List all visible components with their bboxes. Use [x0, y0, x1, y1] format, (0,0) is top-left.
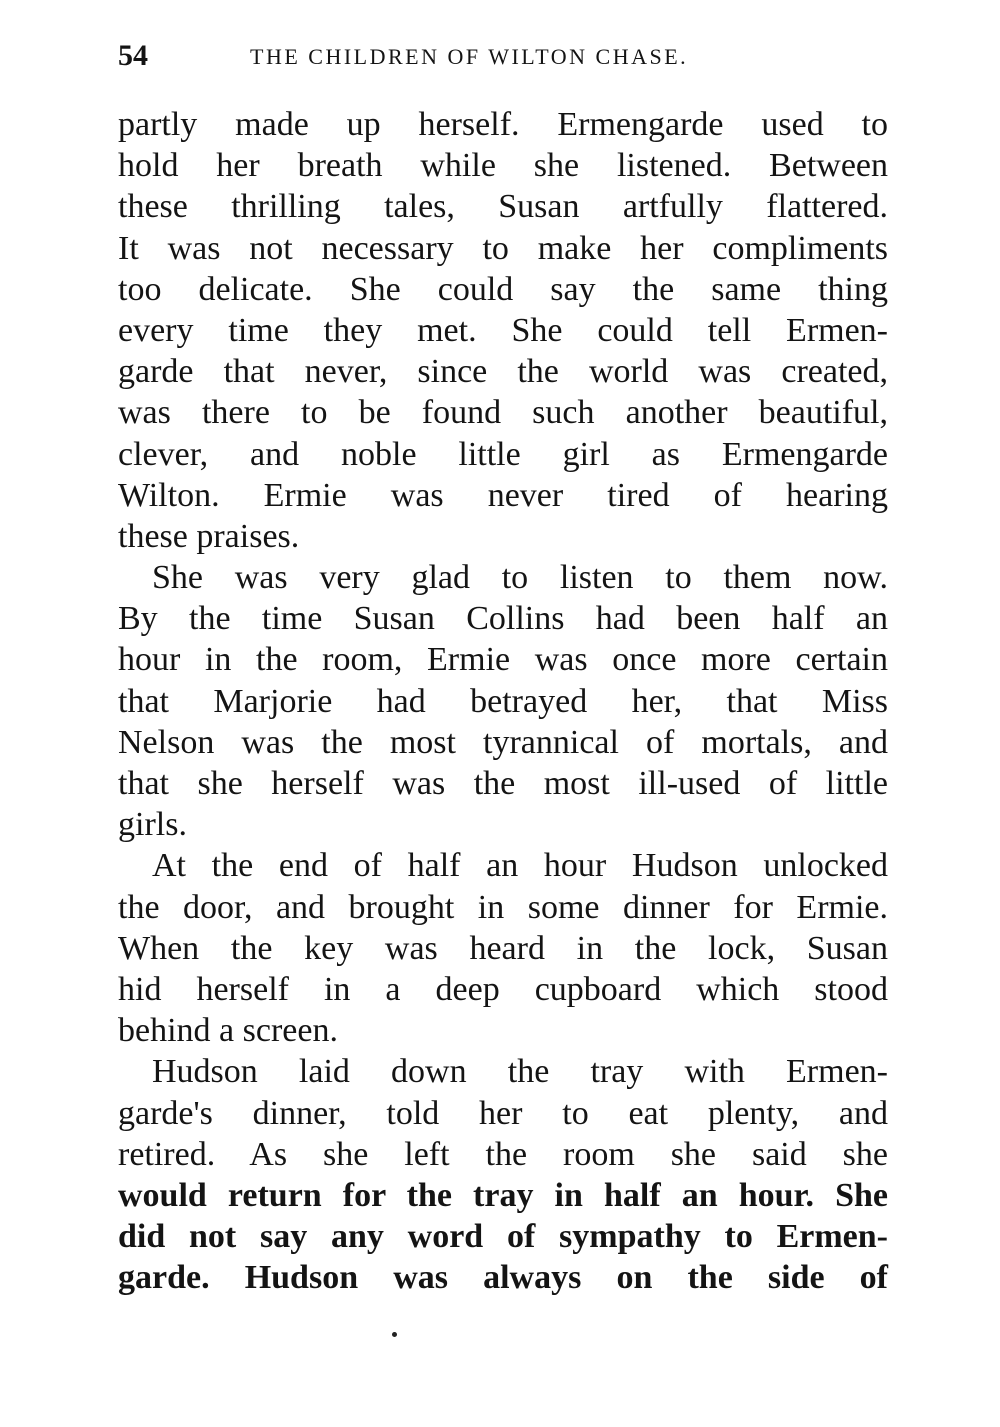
text-line: too delicate. She could say the same thing [118, 270, 888, 308]
text-line: When the key was heard in the lock, Susan [118, 929, 888, 967]
text-line: would return for the tray in half an hour. She [118, 1176, 888, 1214]
page-number: 54 [118, 39, 148, 72]
text-line: did not say any word of sympathy to Ermen- [118, 1218, 888, 1256]
text-line: It was not necessary to make her compliments [118, 229, 888, 267]
text-line: every time they met. She could tell Ermen- [118, 311, 888, 349]
ink-speck [392, 1332, 397, 1337]
text-line: was there to be found such another beautiful, [118, 394, 888, 432]
text-line: garde. Hudson was always on the side of [118, 1259, 888, 1297]
text-line: partly made up herself. Ermengarde used to [118, 106, 888, 143]
text-line: By the time Susan Collins had been half an [118, 600, 888, 638]
text-line: retired. As she left the room she said she [118, 1135, 888, 1173]
body-text [118, 104, 888, 1298]
text-line: Hudson laid down the tray with Ermen- [152, 1053, 888, 1091]
text-line: these thrilling tales, Susan artfully flattered. [118, 188, 888, 226]
text-line: hour in the room, Ermie was once more certain [118, 641, 888, 679]
text-line: these praises. [118, 517, 300, 555]
text-line: hid herself in a deep cupboard which stood [118, 970, 888, 1008]
page-header [118, 36, 878, 76]
text-line: She was very glad to listen to them now. [152, 559, 888, 597]
text-line: clever, and noble little girl as Ermengarde [118, 435, 888, 473]
text-line: behind a screen. [118, 1012, 338, 1050]
text-line: that Marjorie had betrayed her, that Miss [118, 682, 888, 720]
text-line: hold her breath while she listened. Between [118, 147, 888, 185]
text-line: the door, and brought in some dinner for Ermie. [118, 888, 888, 926]
running-title: THE CHILDREN OF WILTON CHASE. [250, 44, 689, 69]
text-line: Wilton. Ermie was never tired of hearing [118, 476, 888, 514]
text-line: garde that never, since the world was created, [118, 353, 888, 391]
text-line: At the end of half an hour Hudson unlocked [152, 847, 888, 885]
text-line: girls. [118, 806, 187, 844]
text-line: that she herself was the most ill-used of little [118, 765, 888, 802]
text-line: Nelson was the most tyrannical of mortals, and [118, 723, 888, 761]
text-line: garde's dinner, told her to eat plenty, and [118, 1094, 888, 1132]
